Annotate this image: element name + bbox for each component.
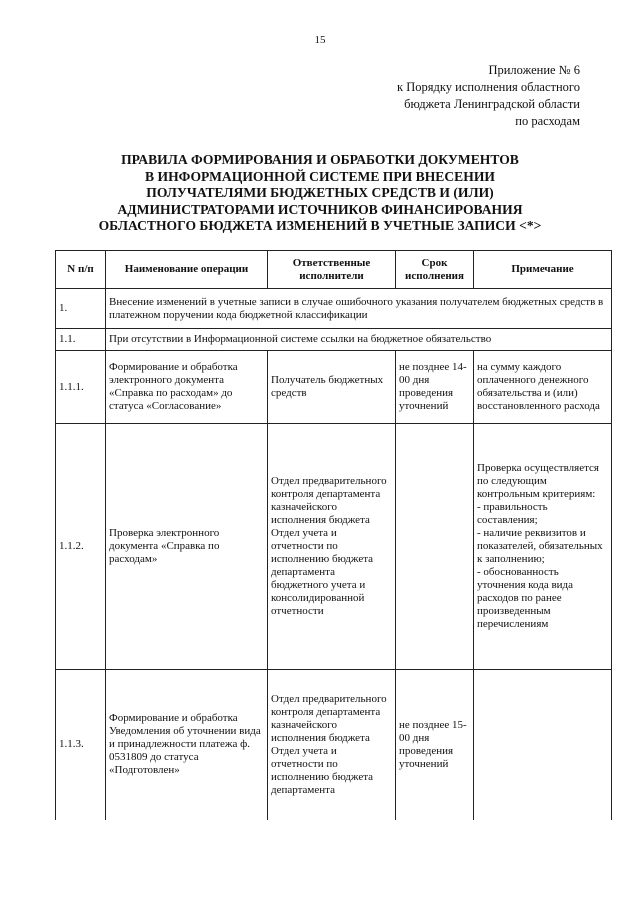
operation-cell: Формирование и обработка электронного документа «Справка по расходам» до статуса «Согласование» xyxy=(106,351,268,424)
deadline-cell: не позднее 15-00 дня проведения уточнений xyxy=(396,670,474,820)
header-deadline: Срок исполнения xyxy=(396,251,474,289)
table-row xyxy=(56,670,612,820)
rules-table xyxy=(55,250,612,820)
deadline-cell: не позднее 14-00 дня проведения уточнений xyxy=(396,351,474,424)
row-number: 1.1.1. xyxy=(56,351,106,424)
header-note: Примечание xyxy=(474,251,612,289)
title-line: ОБЛАСТНОГО БЮДЖЕТА ИЗМЕНЕНИЙ В УЧЕТНЫЕ ЗАПИСИ <*> xyxy=(98,218,542,233)
appendix-line: Приложение № 6 xyxy=(488,63,580,77)
row-number: 1.1.2. xyxy=(56,424,106,670)
row-number: 1. xyxy=(56,289,106,329)
header-num: N п/п xyxy=(56,251,106,289)
note-cell: на сумму каждого оплаченного денежного обязательства и (или) восстановленного расхода xyxy=(474,351,612,424)
note-line: - обоснованность уточнения кода вида расходов по ранее произведенным перечислениям xyxy=(477,566,574,630)
table-row xyxy=(56,424,612,670)
appendix-reference xyxy=(397,62,580,130)
title-line: В ИНФОРМАЦИОННОЙ СИСТЕМЕ ПРИ ВНЕСЕНИИ xyxy=(145,168,495,184)
page-number: 15 xyxy=(314,34,326,46)
responsible-cell: Отдел предварительного контроля департамента казначейского исполнения бюджета Отдел учета и отчетности по исполнению бюджета департамента xyxy=(268,670,396,820)
deadline-cell xyxy=(396,424,474,670)
row-number: 1.1. xyxy=(56,329,106,351)
responsible-cell: Отдел предварительного контроля департамента казначейского исполнения бюджета Отдел учета и отчетности по исполнению бюджета департамента бюджетного учета и консолидированной отчетности xyxy=(268,424,396,670)
note-line: - наличие реквизитов и показателей, обязательных к заполнению; xyxy=(477,527,603,565)
table-row xyxy=(56,289,612,329)
title-line: ПРАВИЛА ФОРМИРОВАНИЯ И ОБРАБОТКИ ДОКУМЕНТОВ xyxy=(121,152,519,167)
subsection-text: При отсутствии в Информационной системе ссылки на бюджетное обязательство xyxy=(106,329,612,351)
title-line: ПОЛУЧАТЕЛЯМИ БЮДЖЕТНЫХ СРЕДСТВ И (ИЛИ) xyxy=(146,185,494,200)
appendix-line: к Порядку исполнения областного xyxy=(397,80,580,94)
note-line: - правильность составления; xyxy=(477,501,548,526)
title-line: АДМИНИСТРАТОРАМИ ИСТОЧНИКОВ ФИНАНСИРОВАНИЯ xyxy=(117,201,523,217)
section-text: Внесение изменений в учетные записи в случае ошибочного указания получателем бюджетных средств в платежном поручении кода бюджетной классификации xyxy=(106,289,612,329)
note-cell xyxy=(474,670,612,820)
appendix-line: по расходам xyxy=(515,114,580,128)
operation-cell: Формирование и обработка Уведомления об уточнении вида и принадлежности платежа ф. 0531809 до статуса «Подготовлен» xyxy=(106,670,268,820)
note-line: Проверка осуществляется по следующим контрольным критериям: xyxy=(477,462,599,500)
header-operation: Наименование операции xyxy=(106,251,268,289)
header-responsible: Ответственные исполнители xyxy=(268,251,396,289)
table-row xyxy=(56,329,612,351)
table-row xyxy=(56,351,612,424)
table-header-row xyxy=(56,251,612,289)
responsible-cell: Получатель бюджетных средств xyxy=(268,351,396,424)
appendix-line: бюджета Ленинградской области xyxy=(404,97,580,111)
row-number: 1.1.3. xyxy=(56,670,106,820)
note-cell xyxy=(474,424,612,670)
operation-cell: Проверка электронного документа «Справка по расходам» xyxy=(106,424,268,670)
document-title xyxy=(40,152,600,235)
